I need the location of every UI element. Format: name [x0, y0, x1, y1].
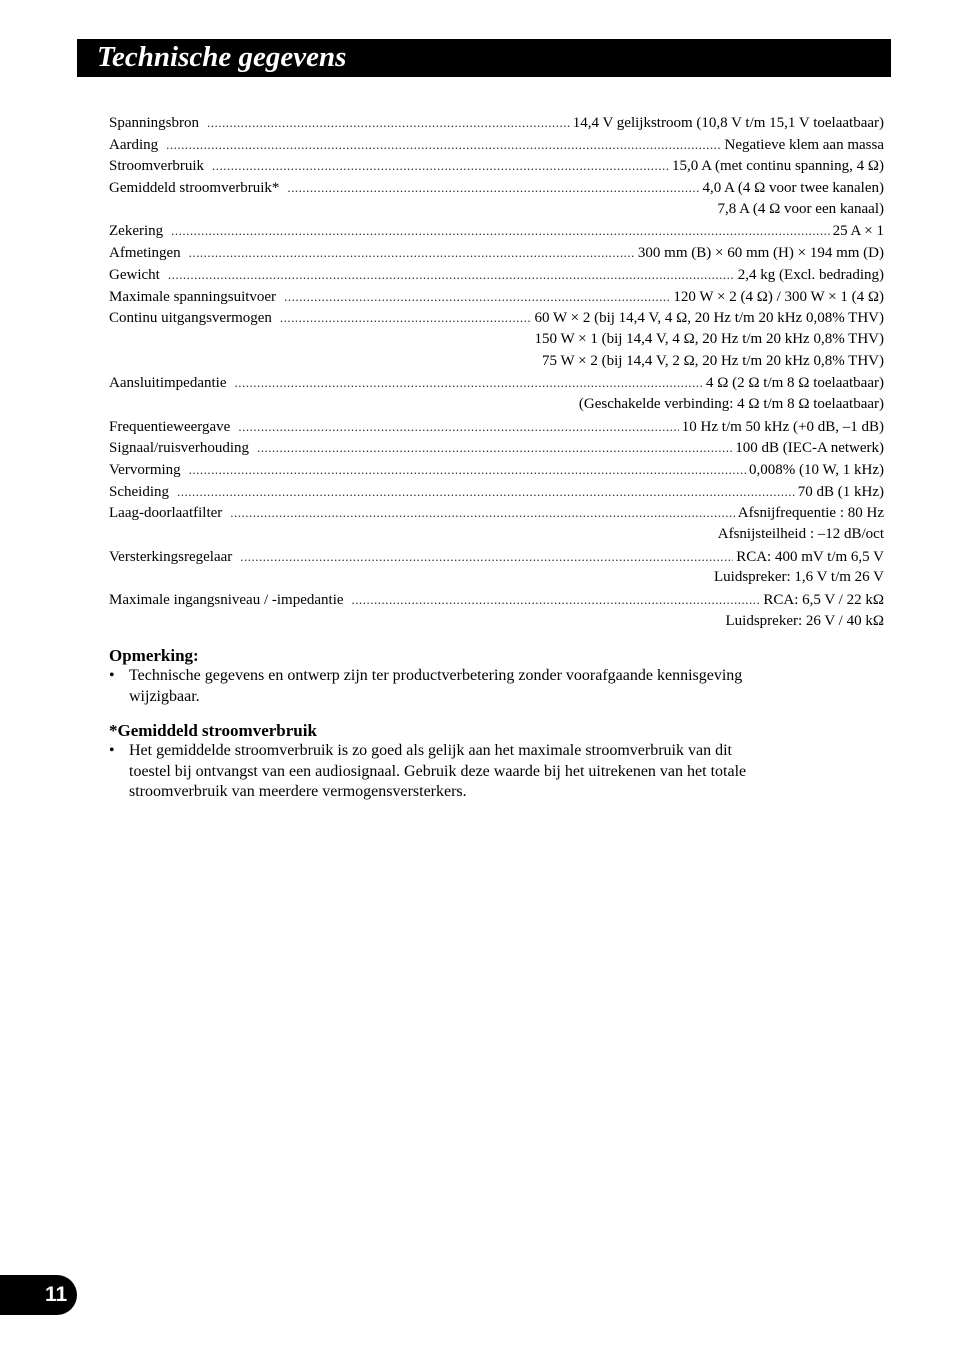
spec-value: 15,0 A (met continu spanning, 4 Ω): [672, 158, 884, 175]
dot-leader: [234, 372, 703, 394]
spec-label: Zekering: [109, 223, 164, 240]
bullet-icon: •: [109, 667, 115, 684]
spec-continuation: [109, 351, 884, 373]
dot-leader: [352, 589, 761, 611]
spec-row: [109, 372, 884, 394]
dot-leader: [280, 307, 532, 329]
page-number: 11: [0, 1275, 77, 1315]
spec-value: 60 W × 2 (bij 14,4 V, 4 Ω, 20 Hz t/m 20 kHz 0,08% THV): [534, 310, 884, 327]
dot-leader: [207, 112, 570, 134]
dot-leader: [238, 416, 678, 438]
spec-continuation: [109, 567, 884, 589]
dot-leader: [230, 502, 735, 524]
spec-label: Stroomverbruik: [109, 158, 204, 175]
spec-value: 120 W × 2 (4 Ω) / 300 W × 1 (4 Ω): [673, 288, 884, 305]
spec-value: Afsnijfrequentie : 80 Hz: [737, 505, 884, 522]
spec-value: 150 W × 1 (bij 14,4 V, 4 Ω, 20 Hz t/m 20 kHz 0,8% THV): [534, 330, 884, 347]
spec-continuation: [109, 329, 884, 351]
note-text: Het gemiddelde stroomverbruik is zo goed als gelijk aan het maximale stroomverbruik van dit toestel bij ontvangst van een audiosignaal. Gebruik deze waarde bij het uitrekenen van het totale stroomverbruik van meerdere vermogensversterkers.: [129, 742, 747, 800]
note-block: [109, 720, 749, 803]
spec-label: Maximale ingangsniveau / -impedantie: [109, 592, 344, 609]
spec-value: 7,8 A (4 Ω voor een kanaal): [717, 200, 884, 217]
spec-value: 10 Hz t/m 50 kHz (+0 dB, –1 dB): [681, 418, 884, 435]
spec-row: [109, 437, 884, 459]
spec-continuation: [109, 524, 884, 546]
dot-leader: [177, 481, 795, 503]
spec-row: [109, 286, 884, 308]
spec-label: Continu uitgangsvermogen: [109, 310, 272, 327]
spec-continuation: [109, 611, 884, 633]
bullet-icon: •: [109, 742, 115, 759]
spec-value: 14,4 V gelijkstroom (10,8 V t/m 15,1 V toelaatbaar): [572, 115, 884, 131]
list-item: [109, 741, 749, 803]
spec-label: Gemiddeld stroomverbruik*: [109, 180, 280, 197]
spec-row: [109, 155, 884, 177]
spec-value: 25 A × 1: [832, 223, 884, 240]
spec-value: 4,0 A (4 Ω voor twee kanalen): [702, 180, 884, 197]
page-title: Technische gegevens: [77, 39, 891, 77]
spec-label: Laag-doorlaatfilter: [109, 505, 223, 522]
spec-row: [109, 242, 884, 264]
list-item: [109, 666, 749, 707]
spec-value: Afsnijsteilheid : –12 dB/oct: [717, 526, 884, 543]
spec-value: 4 Ω (2 Ω t/m 8 Ω toelaatbaar): [706, 375, 884, 392]
dot-leader: [189, 242, 635, 264]
spec-value: 2,4 kg (Excl. bedrading): [737, 266, 884, 283]
dot-leader: [284, 286, 670, 308]
spec-row: [109, 546, 884, 568]
spec-value: (Geschakelde verbinding: 4 Ω t/m 8 Ω toelaatbaar): [578, 395, 884, 412]
spec-row: [109, 307, 884, 329]
spec-label: Vervorming: [109, 462, 181, 478]
note-block: [109, 645, 749, 707]
dot-leader: [212, 155, 669, 177]
spec-label: Frequentieweergave: [109, 418, 231, 435]
spec-label: Maximale spanningsuitvoer: [109, 288, 277, 305]
spec-row: [109, 416, 884, 438]
spec-value: 75 W × 2 (bij 14,4 V, 2 Ω, 20 Hz t/m 20 kHz 0,8% THV): [542, 352, 884, 369]
spec-value: RCA: 6,5 V / 22 kΩ: [763, 592, 884, 609]
note-list: [109, 666, 749, 707]
dot-leader: [171, 220, 829, 242]
note-heading: Opmerking:: [109, 646, 199, 665]
dot-leader: [257, 437, 732, 459]
spec-value: Luidspreker: 26 V / 40 kΩ: [725, 612, 884, 629]
spec-label: Scheiding: [109, 483, 169, 500]
spec-label: Gewicht: [109, 266, 160, 283]
spec-row: [109, 134, 884, 156]
spec-row: [109, 459, 884, 481]
spec-value: 100 dB (IEC-A netwerk): [735, 440, 884, 457]
dot-leader: [240, 546, 733, 568]
spec-continuation: [109, 199, 884, 221]
spec-label: Aarding: [109, 136, 159, 153]
dot-leader: [287, 177, 699, 199]
spec-value: RCA: 400 mV t/m 6,5 V: [736, 548, 884, 565]
note-text: Technische gegevens en ontwerp zijn ter productverbetering zonder voorafgaande kennisgeving wijzigbaar.: [129, 667, 743, 705]
spec-continuation: [109, 394, 884, 416]
spec-label: Signaal/ruisverhouding: [109, 440, 249, 457]
spec-value: Negatieve klem aan massa: [724, 136, 884, 153]
spec-value: 300 mm (B) × 60 mm (H) × 194 mm (D): [637, 245, 884, 262]
spec-row: [109, 264, 884, 286]
note-list: [109, 741, 749, 803]
dot-leader: [166, 134, 721, 156]
spec-row: [109, 589, 884, 611]
spec-list: [109, 112, 884, 633]
spec-value: 0,008% (10 W, 1 kHz): [749, 462, 884, 478]
spec-row: [109, 220, 884, 242]
note-heading: *Gemiddeld stroomverbruik: [109, 721, 317, 740]
spec-row: [109, 502, 884, 524]
dot-leader: [189, 459, 746, 481]
spec-label: Versterkingsregelaar: [109, 548, 233, 565]
spec-value: 70 dB (1 kHz): [797, 483, 884, 500]
notes-section: [109, 645, 749, 803]
spec-row: [109, 481, 884, 503]
dot-leader: [168, 264, 735, 286]
spec-row: [109, 112, 884, 134]
spec-label: Afmetingen: [109, 245, 181, 262]
spec-label: Aansluitimpedantie: [109, 375, 227, 392]
spec-row: [109, 177, 884, 199]
spec-label: Spanningsbron: [109, 115, 199, 131]
spec-value: Luidspreker: 1,6 V t/m 26 V: [714, 569, 884, 586]
